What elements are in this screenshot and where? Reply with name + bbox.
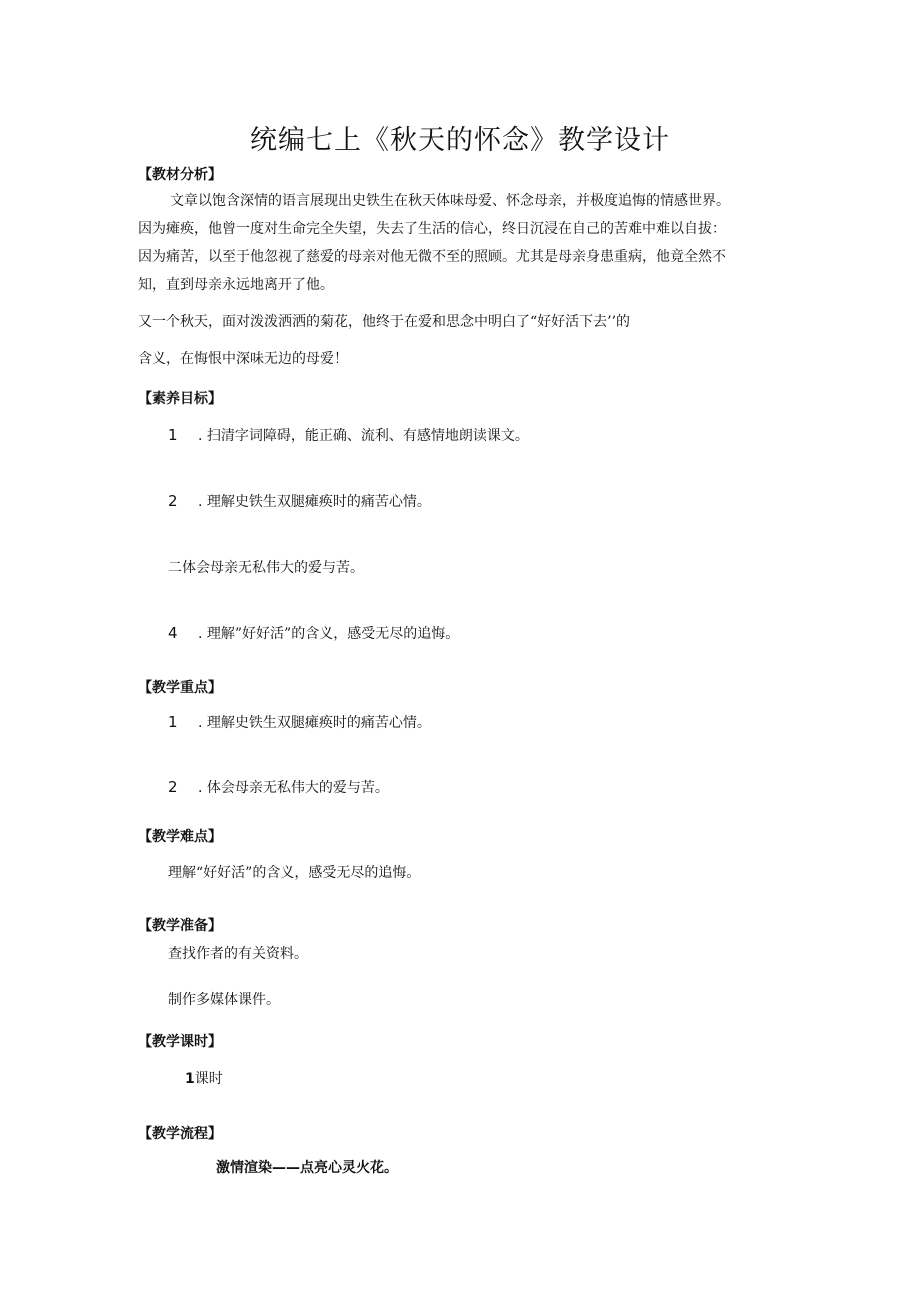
list-text: . 体会母亲无私伟大的爱与苦。 [198, 780, 389, 796]
hours-line [185, 1068, 223, 1088]
list-text: . 理解史铁生双腿瘫痪时的痛苦心情。 [198, 715, 431, 731]
list-item [168, 491, 431, 511]
list-number: 1 [168, 426, 178, 444]
paragraph-line: 文章以饱含深情的语言展现出史铁生在秋天体味母爱、怀念母亲，并极度追悔的情感世界。 [170, 193, 730, 209]
paragraph-line: 又一个秋天，面对泼泼洒洒的菊花，他终于在爱和思念中明白了“好好活下去’’的 [138, 314, 631, 330]
list-text: . 扫清字词障碍，能正确、流利、有感情地朗读课文。 [198, 428, 529, 444]
list-number: 2 [168, 778, 178, 796]
difficulty-text: 理解“好好活”的含义，感受无尽的追悔。 [168, 865, 421, 881]
preparation-line: 查找作者的有关资料。 [168, 946, 308, 962]
list-number: 4 [168, 624, 178, 642]
list-number: 1 [168, 713, 178, 731]
preparation-line: 制作多媒体课件。 [168, 992, 280, 1008]
list-item [168, 623, 459, 643]
hours-number: 1 [185, 1071, 195, 1087]
list-text: 二体会母亲无私伟大的爱与苦。 [168, 560, 364, 576]
page-title: 统编七上《秋天的怀念》教学设计 [250, 125, 670, 156]
process-step: 激情渲染——点亮心灵火花。 [216, 1160, 398, 1176]
list-number: 2 [168, 492, 178, 510]
section-heading-preparation: 【教学准备】 [138, 918, 222, 934]
list-item [168, 777, 389, 797]
section-heading-goals: 【素养目标】 [138, 391, 222, 407]
paragraph-line: 知，直到母亲永远地离开了他。 [138, 277, 334, 293]
list-item [168, 557, 364, 577]
section-heading-key-points: 【教学重点】 [138, 680, 222, 696]
section-heading-analysis: 【教材分析】 [138, 167, 222, 183]
section-heading-hours: 【教学课时】 [138, 1034, 222, 1050]
list-item [168, 425, 529, 445]
section-heading-difficulty: 【教学难点】 [138, 829, 222, 845]
paragraph-line: 含义，在悔恨中深味无边的母爱！ [138, 351, 348, 367]
paragraph-line: 因为瘫痪，他曾一度对生命完全失望，失去了生活的信心，终日沉浸在自己的苦难中难以自拔： [138, 221, 726, 237]
list-text: . 理解”好好活”的含义，感受无尽的追悔。 [198, 626, 460, 642]
list-text: . 理解史铁生双腿瘫痪时的痛苦心情。 [198, 494, 431, 510]
paragraph-line: 因为痛苦，以至于他忽视了慈爱的母亲对他无微不至的照顾。尤其是母亲身患重病，他竟全然不 [138, 249, 726, 265]
section-heading-process: 【教学流程】 [138, 1126, 222, 1142]
list-item [168, 712, 431, 732]
hours-text: 课时 [194, 1071, 223, 1087]
